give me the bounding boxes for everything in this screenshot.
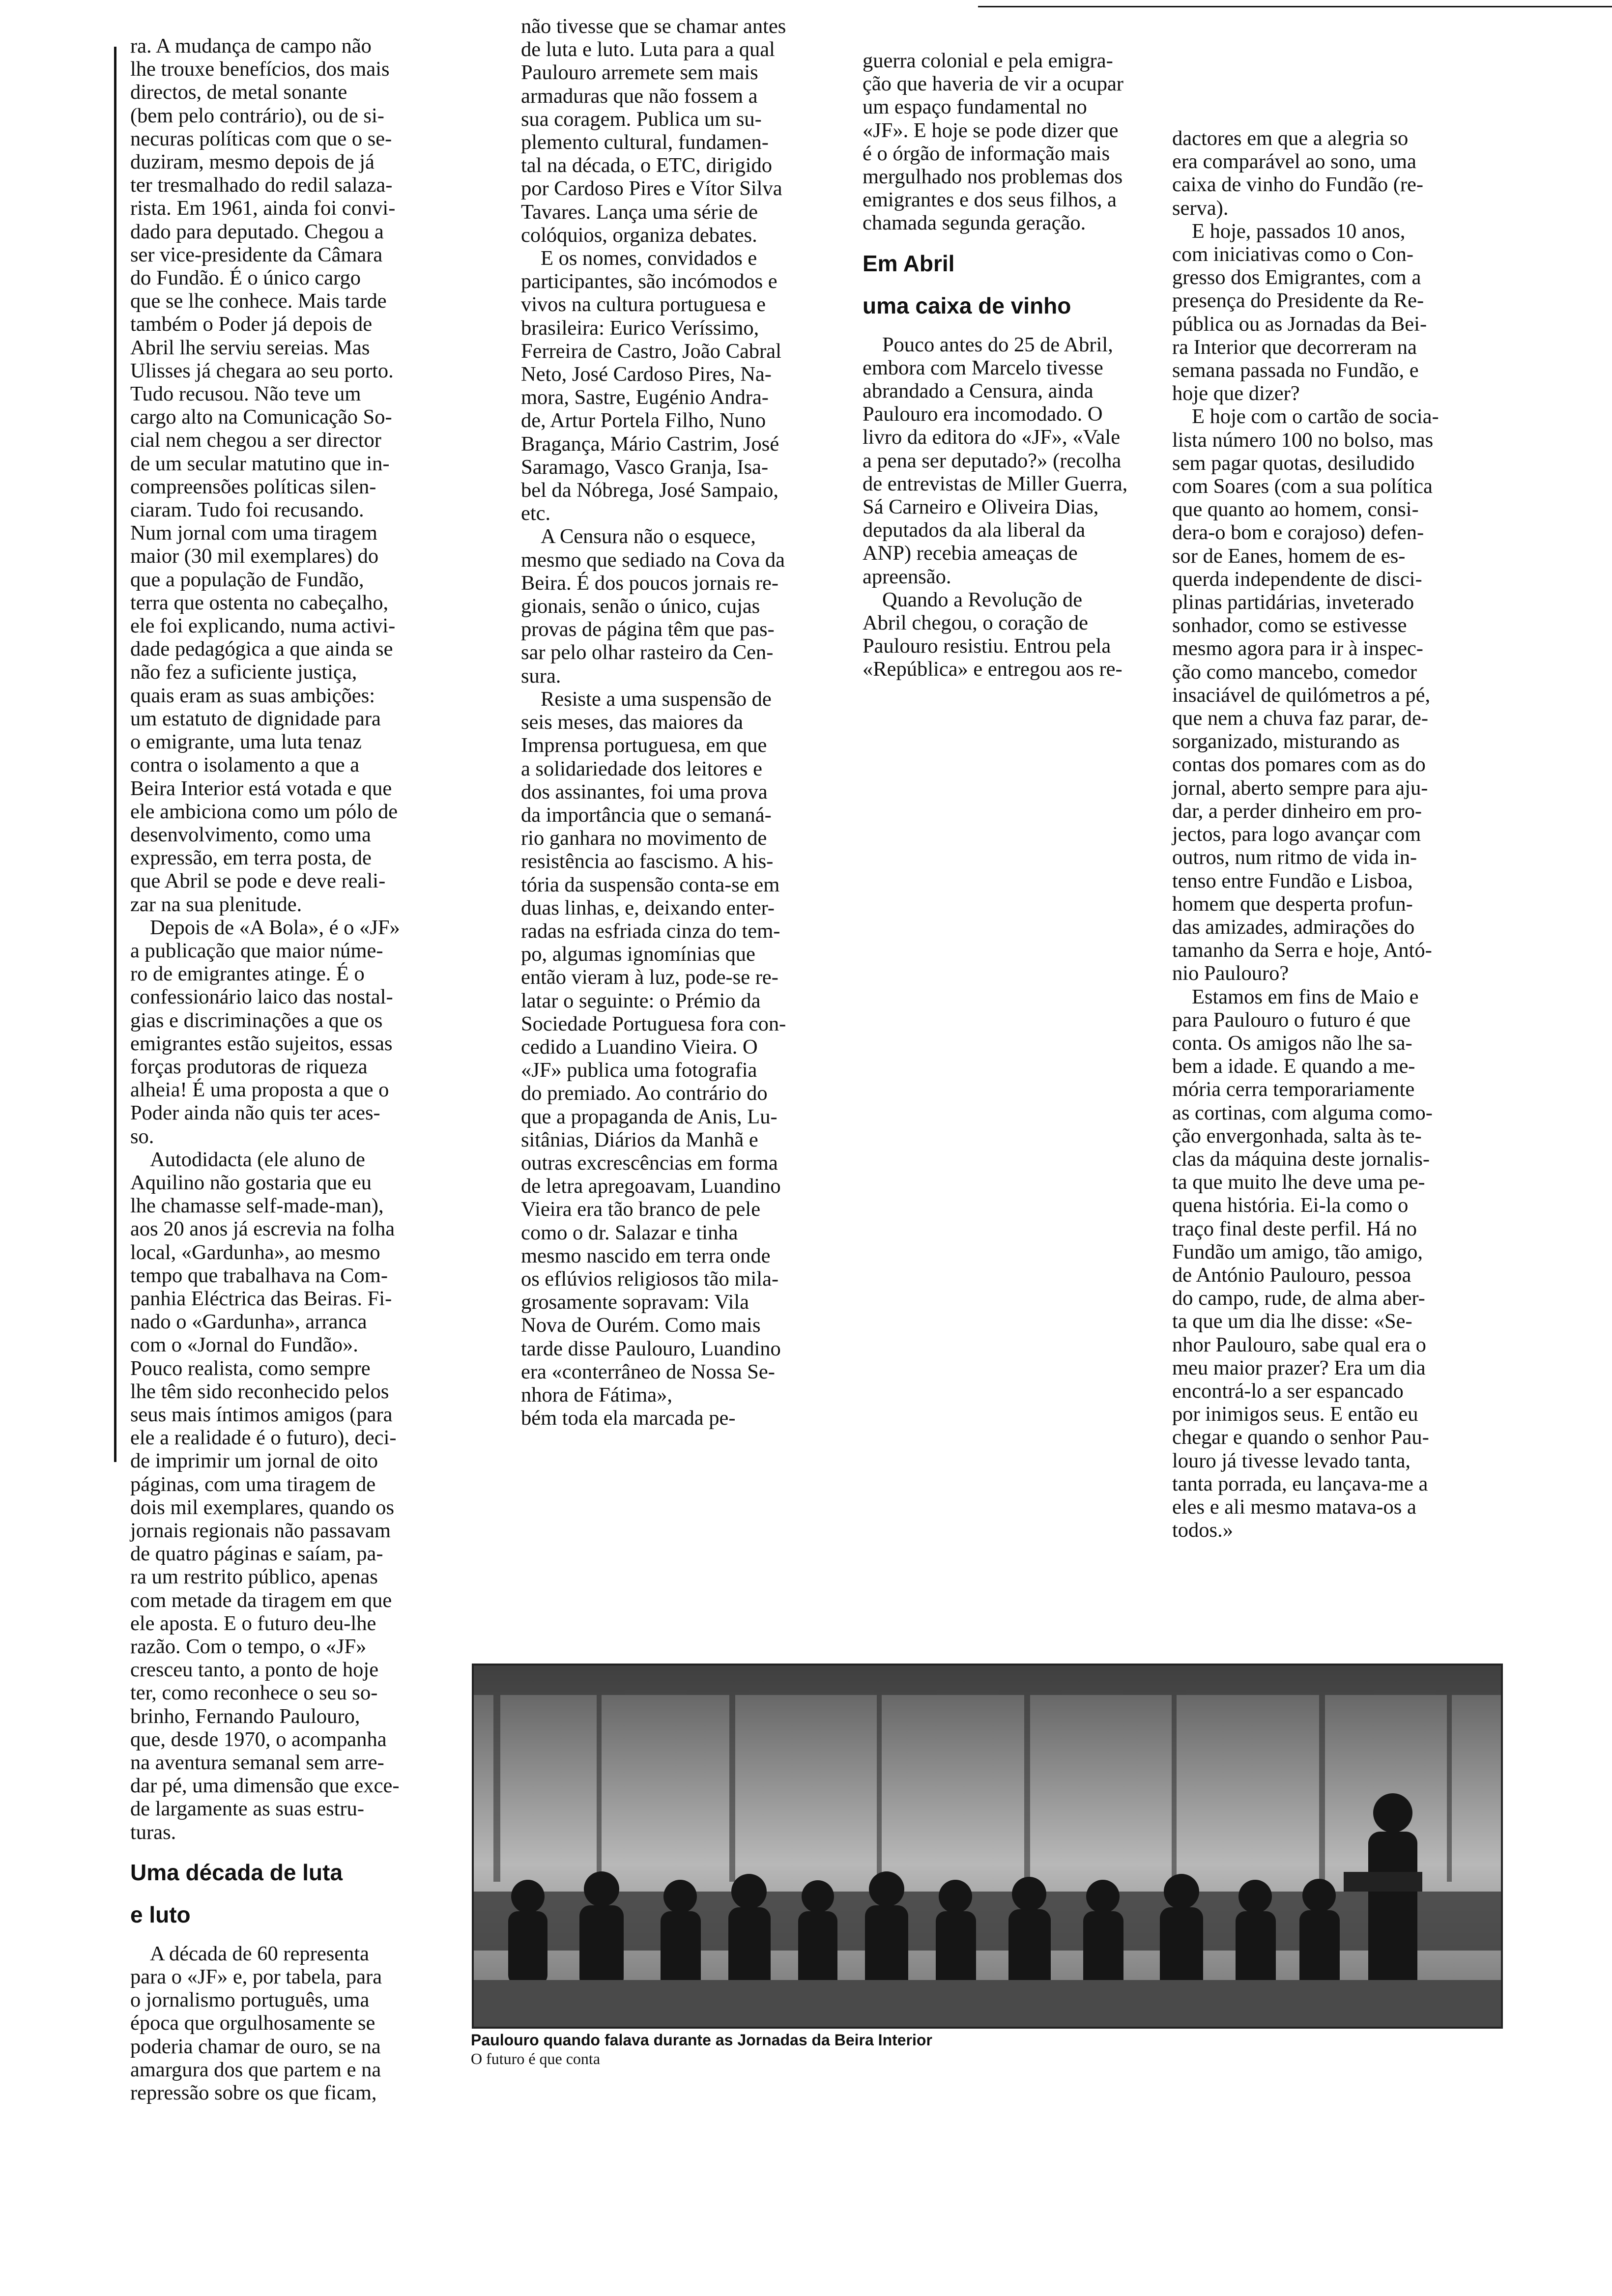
paragraph-line: latar o seguinte: o Prémio da [521, 989, 761, 1012]
photo-caption-line-1: Paulouro quando falava durante as Jornadas da Beira Interior [471, 2031, 932, 2049]
paragraph-line: de, Artur Portela Filho, Nuno [521, 409, 766, 432]
paragraph-line: armaduras que não fossem a [521, 84, 758, 108]
paragraph-line: contra o isolamento a que a [130, 753, 360, 777]
paragraph-line: abrandado a Censura, ainda [863, 379, 1094, 403]
paragraph-line: com iniciativas como o Con- [1172, 243, 1414, 266]
paragraph-line: Imprensa portuguesa, em que [521, 734, 767, 757]
paragraph-line: A Censura não o esquece, [541, 525, 756, 548]
section-heading: uma caixa de vinho [863, 292, 1071, 318]
paragraph-line: outros, num ritmo de vida in- [1172, 846, 1417, 869]
paragraph-line: plinas partidárias, inveterado [1172, 591, 1414, 614]
paragraph-line: tamanho da Serra e hoje, Antó- [1172, 939, 1432, 962]
paragraph-line: por inimigos seus. E então eu [1172, 1403, 1418, 1426]
paragraph-line: provas de página têm que pas- [521, 618, 775, 641]
paragraph-line: zar na sua plenitude. [130, 892, 302, 916]
paragraph-line: dar, a perder dinheiro em pro- [1172, 799, 1422, 823]
section-heading: e luto [130, 1901, 191, 1927]
paragraph-line: como o dr. Salazar e tinha [521, 1221, 738, 1244]
paragraph-line: cresceu tanto, a ponto de hoje [130, 1658, 379, 1682]
paragraph-line: vivos na cultura portuguesa e [521, 293, 766, 316]
paragraph-line: tenso entre Fundão e Lisboa, [1172, 869, 1413, 892]
paragraph-line: plemento cultural, fundamen- [521, 131, 769, 154]
paragraph-line: para o «JF» e, por tabela, para [130, 1965, 382, 1989]
paragraph-line: radas na esfriada cinza do tem- [521, 919, 780, 943]
photo-caption [471, 2031, 1503, 2068]
paragraph-line: Abril lhe serviu sereias. Mas [130, 336, 370, 359]
paragraph-line: po, algumas ignomínias que [521, 943, 755, 966]
paragraph-line: sem pagar quotas, desiludido [1172, 451, 1415, 475]
paragraph-line: terra que ostenta no cabeçalho, [130, 591, 389, 614]
paragraph-line: lista número 100 no bolso, mas [1172, 428, 1434, 452]
paragraph-line: ele ambiciona como um pólo de [130, 800, 398, 823]
paragraph-line: semana passada no Fundão, e [1172, 359, 1419, 382]
paragraph-line: a pena ser deputado?» (recolha [863, 449, 1122, 472]
paragraph-line: desenvolvimento, como uma [130, 823, 371, 846]
paragraph-line: sonhador, como se estivesse [1172, 614, 1407, 637]
photo-caption-line-2: O futuro é que conta [471, 2050, 601, 2067]
paragraph-line: emigrantes estão sujeitos, essas [130, 1032, 393, 1055]
paragraph-line: emigrantes e dos seus filhos, a [863, 188, 1117, 212]
paragraph-line: os eflúvios religiosos tão mila- [521, 1267, 779, 1291]
paragraph-line: que a população de Fundão, [130, 568, 364, 591]
paragraph-line: duas linhas, e, deixando enter- [521, 896, 775, 919]
paragraph-line: Pouco realista, como sempre [130, 1356, 371, 1380]
paragraph-line: clas da máquina deste jornalis- [1172, 1147, 1430, 1171]
section-heading: Em Abril [863, 250, 955, 276]
paragraph-line: ter, como reconhece o seu so- [130, 1681, 378, 1705]
paragraph-line: brinho, Fernando Paulouro, [130, 1704, 360, 1728]
paragraph-line: eles e ali mesmo matava-os a [1172, 1495, 1416, 1519]
paragraph-line: quais eram as suas ambições: [130, 684, 375, 707]
paragraph-line: local, «Gardunha», ao mesmo [130, 1240, 380, 1264]
paragraph-line: Vieira era tão branco de pele [521, 1198, 761, 1221]
paragraph-line: de entrevistas de Miller Guerra, [863, 472, 1128, 495]
paragraph-line: compreensões políticas silen- [130, 475, 376, 498]
paragraph-line: lhe trouxe benefícios, dos mais [130, 57, 390, 81]
paragraph-line: Bragança, Mário Castrim, José [521, 432, 779, 456]
paragraph-line: Abril chegou, o coração de [863, 611, 1089, 635]
paragraph-line: poderia chamar de ouro, se na [130, 2035, 381, 2058]
paragraph-line: confessionário laico das nostal- [130, 985, 393, 1009]
paragraph-line: tal na década, o ETC, dirigido [521, 154, 773, 177]
paragraph-line: é o órgão de informação mais [863, 142, 1110, 165]
paragraph-line: lhe chamasse self-made-man), [130, 1194, 384, 1218]
paragraph-line: duziram, mesmo depois de já [130, 150, 374, 174]
paragraph-line: de António Paulouro, pessoa [1172, 1263, 1411, 1287]
paragraph-line: mesmo nascido em terra onde [521, 1244, 771, 1267]
paragraph-line: ção como mancebo, comedor [1172, 660, 1417, 684]
paragraph-line: Tudo recusou. Não teve um [130, 382, 361, 406]
paragraph-line: contas dos pomares com as do [1172, 753, 1426, 776]
paragraph-line: o emigrante, uma luta tenaz [130, 730, 362, 754]
paragraph-line: seis meses, das maiores da [521, 711, 744, 734]
paragraph-line: que a propaganda de Anis, Lu- [521, 1105, 777, 1128]
paragraph-line: para Paulouro o futuro é que [1172, 1008, 1411, 1032]
paragraph-line: resistência ao fascismo. A his- [521, 850, 774, 873]
paragraph-line: sorganizado, misturando as [1172, 730, 1400, 753]
paragraph-line: Poder ainda não quis ter aces- [130, 1101, 380, 1125]
paragraph-line: Saramago, Vasco Granja, Isa- [521, 455, 769, 479]
paragraph-line: traço final deste perfil. Há no [1172, 1217, 1417, 1240]
paragraph-line: dar pé, uma dimensão que exce- [130, 1774, 400, 1798]
paragraph-line: cial nem chegou a ser director [130, 429, 381, 452]
column-3 [863, 49, 1197, 681]
paragraph-line: de quatro páginas e saíam, pa- [130, 1542, 383, 1566]
paragraph-line: Neto, José Cardoso Pires, Na- [521, 363, 772, 386]
paragraph-line: tarde disse Paulouro, Luandino [521, 1337, 781, 1360]
paragraph-line: dera-o bom e corajoso) defen- [1172, 521, 1424, 545]
paragraph-line: louro já tivesse levado tanta, [1172, 1449, 1411, 1472]
paragraph-line: E hoje com o cartão de socia- [1192, 405, 1439, 429]
paragraph-line: de imprimir um jornal de oito [130, 1449, 378, 1473]
paragraph-line: panhia Eléctrica das Beiras. Fi- [130, 1287, 392, 1310]
paragraph-line: que quanto ao homem, consi- [1172, 498, 1419, 521]
paragraph-line: cedido a Luandino Vieira. O [521, 1035, 758, 1059]
paragraph-line: Paulouro arremete sem mais [521, 61, 758, 85]
paragraph-line: sitânias, Diários da Manhã e [521, 1128, 758, 1151]
paragraph-line: mesmo que sediado na Cova da [521, 548, 785, 572]
paragraph-line: não tivesse que se chamar antes [521, 15, 786, 38]
paragraph-line: da importância que o semaná- [521, 803, 772, 827]
paragraph-line: Quando a Revolução de [882, 588, 1083, 611]
paragraph-line: bém toda ela marcada pe- [521, 1406, 736, 1430]
paragraph-line: Paulouro era incomodado. O [863, 402, 1103, 426]
paragraph-line: E os nomes, convidados e [541, 247, 757, 270]
paragraph-line: directos, de metal sonante [130, 81, 347, 104]
paragraph-line: que se lhe conhece. Mais tarde [130, 289, 387, 313]
paragraph-line: a solidariedade dos leitores e [521, 757, 762, 780]
paragraph-line: alheia! É uma proposta a que o [130, 1078, 389, 1102]
paragraph-line: páginas, com uma tiragem de [130, 1472, 376, 1496]
paragraph-line: E hoje, passados 10 anos, [1192, 219, 1406, 243]
paragraph-line: brasileira: Eurico Veríssimo, [521, 316, 759, 340]
paragraph-line: Depois de «A Bola», é o «JF» [150, 916, 400, 939]
paragraph-line: outras excrescências em forma [521, 1151, 778, 1175]
paragraph-line: dade pedagógica a que ainda se [130, 637, 393, 661]
paragraph-line: de largamente as suas estru- [130, 1797, 364, 1821]
paragraph-line: dactores em que a alegria so [1172, 127, 1409, 150]
paragraph-line: nhor Paulouro, sabe qual era o [1172, 1333, 1426, 1356]
paragraph-line: ciaram. Tudo foi recusando. [130, 498, 364, 522]
paragraph-line: então vieram à luz, pode-se re- [521, 966, 778, 989]
paragraph-line: ra. A mudança de campo não [130, 34, 372, 57]
paragraph-line: ção que haveria de vir a ocupar [863, 72, 1123, 96]
paragraph-line: embora com Marcelo tivesse [863, 356, 1103, 379]
paragraph-line: razão. Com o tempo, o «JF» [130, 1635, 367, 1659]
paragraph-line: livro da editora do «JF», «Vale [863, 426, 1121, 449]
paragraph-line: jornais regionais não passavam [130, 1519, 391, 1542]
paragraph-line: participantes, são incómodos e [521, 270, 777, 293]
paragraph-line: caixa de vinho do Fundão (re- [1172, 173, 1424, 197]
paragraph-line: sor de Eanes, homem de es- [1172, 544, 1406, 568]
paragraph-line: gias e discriminações a que os [130, 1008, 383, 1032]
paragraph-line: insaciável de quilómetros a pé, [1172, 683, 1431, 707]
column-2 [521, 15, 855, 1430]
paragraph-line: era «conterrâneo de Nossa Se- [521, 1360, 775, 1383]
paragraph-line: ro de emigrantes atinge. É o [130, 962, 365, 986]
paragraph-line: colóquios, organiza debates. [521, 223, 757, 247]
paragraph-line: que nem a chuva faz parar, de- [1172, 707, 1428, 730]
top-rule-right [978, 6, 1612, 7]
paragraph-line: forças produtoras de riqueza [130, 1055, 368, 1078]
paragraph-line: meu maior prazer? Era um dia [1172, 1356, 1426, 1379]
paragraph-line: ter tresmalhado do redil salaza- [130, 173, 393, 197]
paragraph-line: ção envergonhada, salta às te- [1172, 1124, 1422, 1148]
paragraph-line: Fundão um amigo, tão amigo, [1172, 1240, 1423, 1263]
paragraph-line: ele a realidade é o futuro), deci- [130, 1426, 397, 1450]
paragraph-line: so. [130, 1124, 154, 1148]
paragraph-line: guerra colonial e pela emigra- [863, 49, 1113, 72]
paragraph-line: querda independente de disci- [1172, 567, 1422, 591]
paragraph-line: gionais, senão o único, cujas [521, 595, 760, 618]
paragraph-line: rio ganhara no movimento de [521, 827, 767, 850]
section-heading: Uma década de luta [130, 1859, 343, 1885]
paragraph-line: de um secular matutino que in- [130, 452, 390, 475]
left-margin-rule [114, 47, 116, 1462]
paragraph-line: quena história. Ei-la como o [1172, 1194, 1409, 1217]
paragraph-line: jornal, aberto sempre para aju- [1172, 776, 1428, 800]
paragraph-line: ta que um dia lhe disse: «Se- [1172, 1310, 1412, 1333]
paragraph-line: tanta porrada, eu lançava-me a [1172, 1472, 1428, 1495]
paragraph-line: repressão sobre os que ficam, [130, 2081, 377, 2105]
paragraph-line: Beira Interior está votada e que [130, 776, 392, 800]
paragraph-line: todos.» [1172, 1519, 1233, 1542]
paragraph-line: as cortinas, com alguma como- [1172, 1101, 1433, 1124]
paragraph-line: mesmo agora para ir à inspec- [1172, 637, 1423, 660]
paragraph-line: tempo que trabalhava na Com- [130, 1263, 388, 1287]
paragraph-line: não fez a suficiente justiça, [130, 660, 357, 684]
paragraph-line: «República» e entregou aos re- [863, 658, 1123, 681]
paragraph-line: hoje que dizer? [1172, 382, 1300, 405]
paragraph-line: encontrá-lo a ser espancado [1172, 1379, 1404, 1403]
paragraph-line: chamada segunda geração. [863, 211, 1086, 235]
paragraph-line: com o «Jornal do Fundão». [130, 1333, 358, 1357]
paragraph-line: das amizades, admirações do [1172, 915, 1415, 939]
paragraph-line: tória da suspensão conta-se em [521, 873, 780, 896]
paragraph-line: sar pelo olhar rasteiro da Cen- [521, 641, 774, 664]
paragraph-line: turas. [130, 1820, 176, 1844]
paragraph-line: ser vice-presidente da Câmara [130, 243, 383, 266]
paragraph-line: conta. Os amigos não lhe sa- [1172, 1031, 1412, 1055]
paragraph-line: serva). [1172, 196, 1229, 220]
paragraph-line: mora, Sastre, Eugénio Andra- [521, 386, 769, 409]
paragraph-line: Sá Carneiro e Oliveira Dias, [863, 495, 1099, 519]
paragraph-line: aos 20 anos já escrevia na folha [130, 1217, 395, 1241]
paragraph-line: ra um restrito público, apenas [130, 1565, 378, 1589]
paragraph-line: etc. [521, 502, 551, 525]
paragraph-line: apreensão. [863, 565, 951, 588]
paragraph-line: Ulisses já chegara ao seu porto. [130, 359, 394, 382]
paragraph-line: Aquilino não gostaria que eu [130, 1171, 372, 1194]
column-1 [130, 34, 474, 2104]
paragraph-line: dado para deputado. Chegou a [130, 220, 384, 243]
paragraph-line: deputados da ala liberal da [863, 518, 1086, 542]
paragraph-line: amargura dos que partem e na [130, 2058, 381, 2081]
paragraph-line: necuras políticas com que o se- [130, 127, 392, 150]
paragraph-line: mergulhado nos problemas dos [863, 165, 1123, 189]
paragraph-line: bem a idade. E quando a me- [1172, 1055, 1415, 1078]
paragraph-line: época que orgulhosamente se [130, 2011, 375, 2035]
paragraph-line: ra Interior que decorreram na [1172, 335, 1417, 359]
paragraph-line: (bem pelo contrário), ou de si- [130, 104, 384, 127]
paragraph-line: do campo, rude, de alma aber- [1172, 1287, 1425, 1310]
paragraph-line: Nova de Ourém. Como mais [521, 1314, 761, 1337]
paragraph-line: Ferreira de Castro, João Cabral [521, 339, 781, 363]
paragraph-line: Autodidacta (ele aluno de [150, 1148, 365, 1171]
paragraph-line: nio Paulouro? [1172, 962, 1289, 985]
paragraph-line: Sociedade Portuguesa fora con- [521, 1012, 786, 1035]
paragraph-line: ele foi explicando, numa activi- [130, 614, 396, 638]
paragraph-line: por Cardoso Pires e Vítor Silva [521, 177, 782, 201]
paragraph-line: «JF». E hoje se pode dizer que [863, 118, 1119, 142]
paragraph-line: com metade da tiragem em que [130, 1588, 392, 1612]
paragraph-line: A década de 60 representa [150, 1942, 370, 1965]
column-4 [1172, 127, 1526, 1542]
paragraph-line: do Fundão. É o único cargo [130, 266, 361, 290]
paragraph-line: sura. [521, 664, 561, 688]
paragraph-line: ANP) recebia ameaças de [863, 542, 1078, 565]
paragraph-line: maior (30 mil exemplares) do [130, 545, 379, 568]
paragraph-line: de luta e luto. Luta para a qual [521, 38, 775, 61]
paragraph-line: grosamente sopravam: Vila [521, 1291, 749, 1314]
paragraph-line: dos assinantes, foi uma prova [521, 780, 768, 804]
paragraph-line: ele aposta. E o futuro deu-lhe [130, 1611, 376, 1635]
paragraph-line: rista. Em 1961, ainda foi convi- [130, 197, 396, 220]
paragraph-line: sua coragem. Publica um su- [521, 107, 762, 131]
paragraph-line: um estatuto de dignidade para [130, 707, 381, 730]
paragraph-line: nado o «Gardunha», arranca [130, 1310, 367, 1334]
paragraph-line: Beira. É dos poucos jornais re- [521, 571, 779, 595]
paragraph-line: que Abril se pode e deve reali- [130, 869, 386, 893]
paragraph-line: Estamos em fins de Maio e [1192, 985, 1419, 1008]
paragraph-line: cargo alto na Comunicação So- [130, 405, 392, 429]
paragraph-line: chegar e quando o senhor Pau- [1172, 1426, 1429, 1449]
paragraph-line: mória cerra temporariamente [1172, 1078, 1415, 1101]
paragraph-line: Pouco antes do 25 de Abril, [882, 333, 1113, 356]
paragraph-line: era comparável ao sono, uma [1172, 150, 1416, 173]
paragraph-line: dois mil exemplares, quando os [130, 1495, 395, 1519]
paragraph-line: também o Poder já depois de [130, 313, 373, 336]
paragraph-line: bel da Nóbrega, José Sampaio, [521, 479, 779, 502]
paragraph-line: «JF» publica uma fotografia [521, 1059, 757, 1082]
paragraph-line: lhe têm sido reconhecido pelos [130, 1379, 389, 1403]
paragraph-line: Num jornal com uma tiragem [130, 521, 377, 545]
paragraph-line: um espaço fundamental no [863, 95, 1087, 119]
paragraph-line: o jornalismo português, uma [130, 1988, 370, 2012]
paragraph-line: expressão, em terra posta, de [130, 846, 372, 870]
paragraph-line: que, desde 1970, o acompanha [130, 1727, 387, 1751]
paragraph-line: com Soares (com a sua política [1172, 475, 1433, 498]
paragraph-line: jectos, para logo avançar com [1172, 823, 1421, 846]
paragraph-line: Resiste a uma suspensão de [541, 687, 772, 711]
paragraph-line: de letra apregoavam, Luandino [521, 1175, 781, 1198]
paragraph-line: na aventura semanal sem arre- [130, 1751, 384, 1775]
paragraph-line: pública ou as Jornadas da Bei- [1172, 312, 1427, 336]
paragraph-line: do premiado. Ao contrário do [521, 1082, 768, 1105]
paragraph-line: Tavares. Lança uma série de [521, 200, 758, 224]
paragraph-line: seus mais íntimos amigos (para [130, 1403, 393, 1426]
paragraph-line: Paulouro resistiu. Entrou pela [863, 634, 1111, 658]
news-photo [472, 1664, 1503, 2029]
paragraph-line: presença do Presidente da Re- [1172, 289, 1424, 313]
paragraph-line: gresso dos Emigrantes, com a [1172, 266, 1421, 289]
paragraph-line: ta que muito lhe deve uma pe- [1172, 1171, 1425, 1194]
paragraph-line: a publicação que maior núme- [130, 939, 383, 962]
paragraph-line: nhora de Fátima», [521, 1383, 673, 1406]
paragraph-line: homem que desperta profun- [1172, 892, 1413, 916]
